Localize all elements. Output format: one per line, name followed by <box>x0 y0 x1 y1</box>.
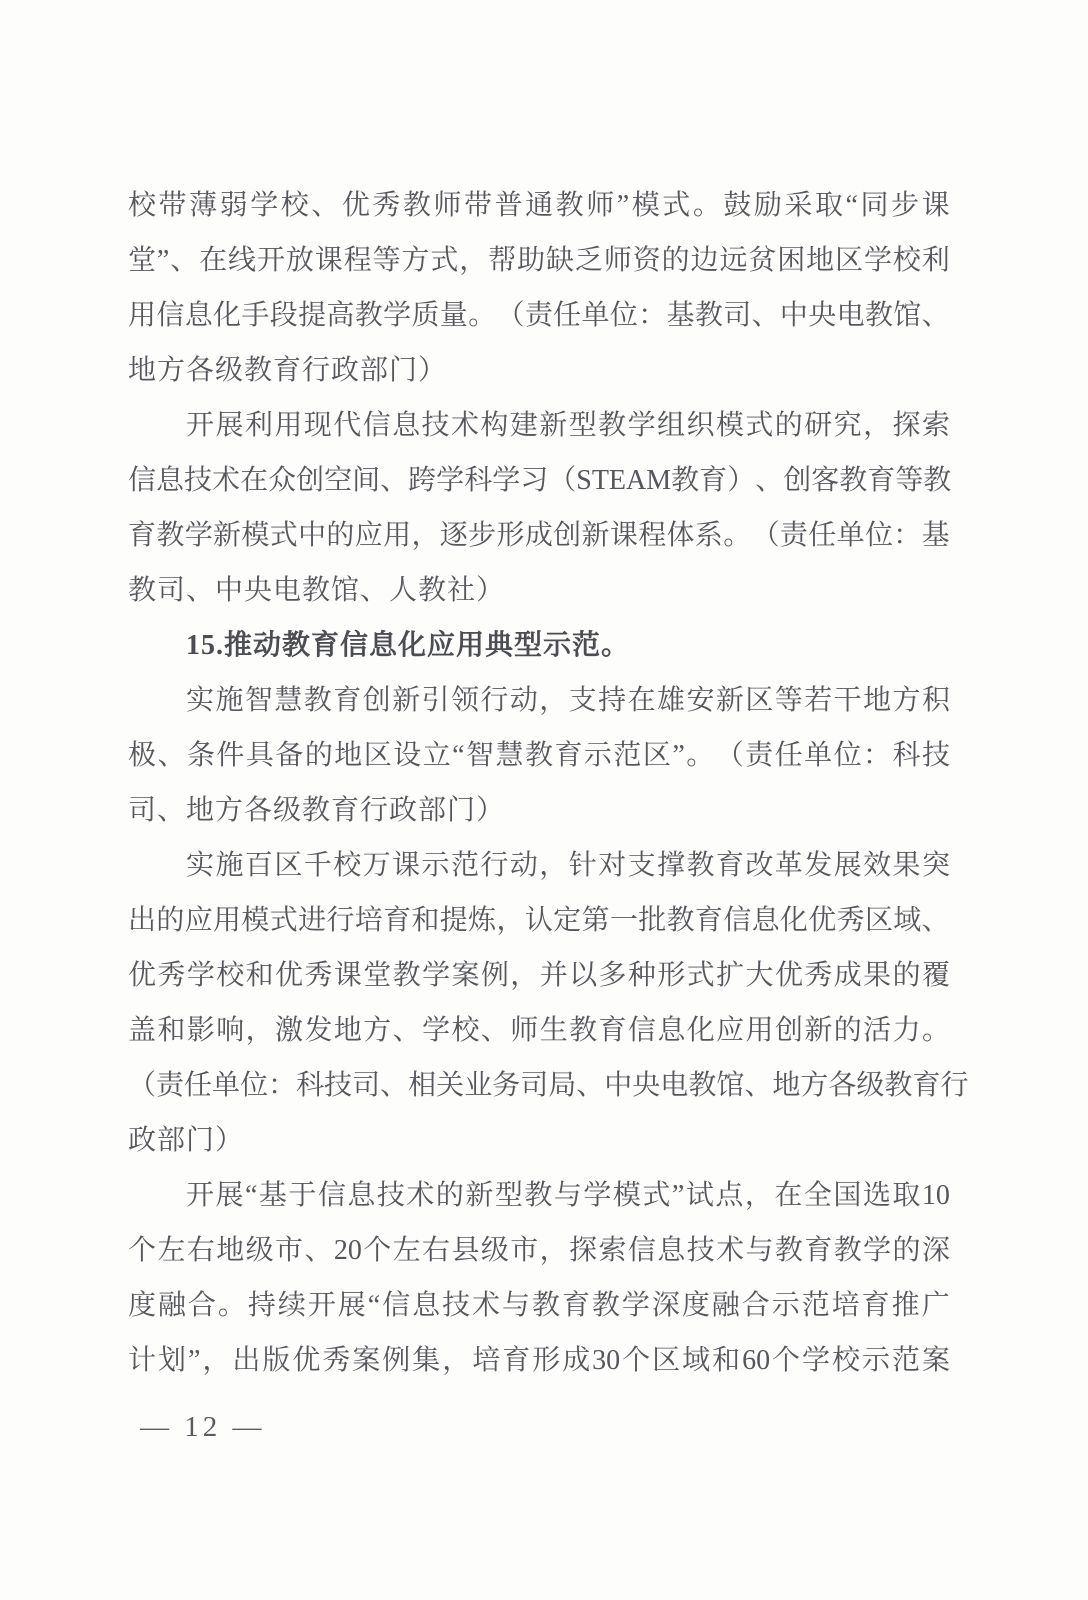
text-line: 实 施 智 慧 教 育 创 新 引 领 行 动 ， 支 持 在 雄 安 新 区 等 若 干 地 方 积 <box>186 685 950 716</box>
text-line: 盖 和 影 响 ， 激 发 地 方 、 学 校 、 师 生 教 育 信 息 化 应 用 创 新 的 活 力 。 <box>128 1015 950 1046</box>
text-line: 开 展 “ 基 于 信 息 技 术 的 新 型 教 与 学 模 式 ” 试 点 ， 在 全 国 选 取 10 <box>186 1180 950 1211</box>
text-line: 用 信 息 化 手 段 提 高 教 学 质 量 。 （ 责 任 单 位 ： 基 教 司 、 中 央 电 教 馆 、 <box>128 300 950 331</box>
text-line: 优 秀 学 校 和 优 秀 课 堂 教 学 案 例 ， 并 以 多 种 形 式 扩 大 优 秀 成 果 的 覆 <box>128 960 950 991</box>
text-line: 信 息 技 术 在 众 创 空 间 、 跨 学 科 学 习 （ STEAM 教 育 ） 、 创 客 教 育 等 教 <box>128 465 952 496</box>
text-line: 出 的 应 用 模 式 进 行 培 育 和 提 炼 ， 认 定 第 一 批 教 育 信 息 化 优 秀 区 域 、 <box>128 905 950 936</box>
text-line: 个 左 右 地 级 市 、 20 个 左 右 县 级 市 ， 探 索 信 息 技 术 与 教 育 教 学 的 深 <box>128 1235 950 1266</box>
page-number: — 12 — <box>140 1411 266 1443</box>
text-line: 校 带 薄 弱 学 校 、 优 秀 教 师 带 普 通 教 师 ” 模 式 。 鼓 励 采 取 “ 同 步 课 <box>128 190 950 221</box>
text-line: 极 、 条 件 具 备 的 地 区 设 立 “ 智 慧 教 育 示 范 区 ” 。 （ 责 任 单 位 ： 科 技 <box>128 740 950 771</box>
document-body <box>128 178 969 1388</box>
text-line: 地方各级教育行政部门） <box>128 355 448 386</box>
text-line: 堂 ” 、 在 线 开 放 课 程 等 方 式 ， 帮 助 缺 乏 师 资 的 边 远 贫 困 地 区 学 校 利 <box>128 245 950 276</box>
text-line: 政部门） <box>128 1125 245 1156</box>
text-line: 育 教 学 新 模 式 中 的 应 用 ， 逐 步 形 成 创 新 课 程 体 系 。 （ 责 任 单 位 ： 基 <box>128 520 950 551</box>
text-line: （ 责 任 单 位 ： 科 技 司 、 相 关 业 务 司 局 、 中 央 电 教 馆 、 地 方 各 级 教 育 行 <box>128 1070 969 1101</box>
text-line: 度 融 合 。 持 续 开 展 “ 信 息 技 术 与 教 育 教 学 深 度 融 合 示 范 培 育 推 广 <box>128 1290 950 1321</box>
text-line: 实 施 百 区 千 校 万 课 示 范 行 动 ， 针 对 支 撑 教 育 改 革 发 展 效 果 突 <box>186 850 950 881</box>
text-line: 司、地方各级教育行政部门） <box>128 795 506 826</box>
section-heading-15: 15.推动教育信息化应用典型示范。 <box>186 630 631 661</box>
text-line: 教司、中央电教馆、人教社） <box>128 575 506 606</box>
text-line: 计 划 ” ， 出 版 优 秀 案 例 集 ， 培 育 形 成 30 个 区 域 和 60 个 学 校 示 范 案 <box>128 1345 950 1376</box>
text-line: 开 展 利 用 现 代 信 息 技 术 构 建 新 型 教 学 组 织 模 式 的 研 究 ， 探 索 <box>186 410 950 441</box>
